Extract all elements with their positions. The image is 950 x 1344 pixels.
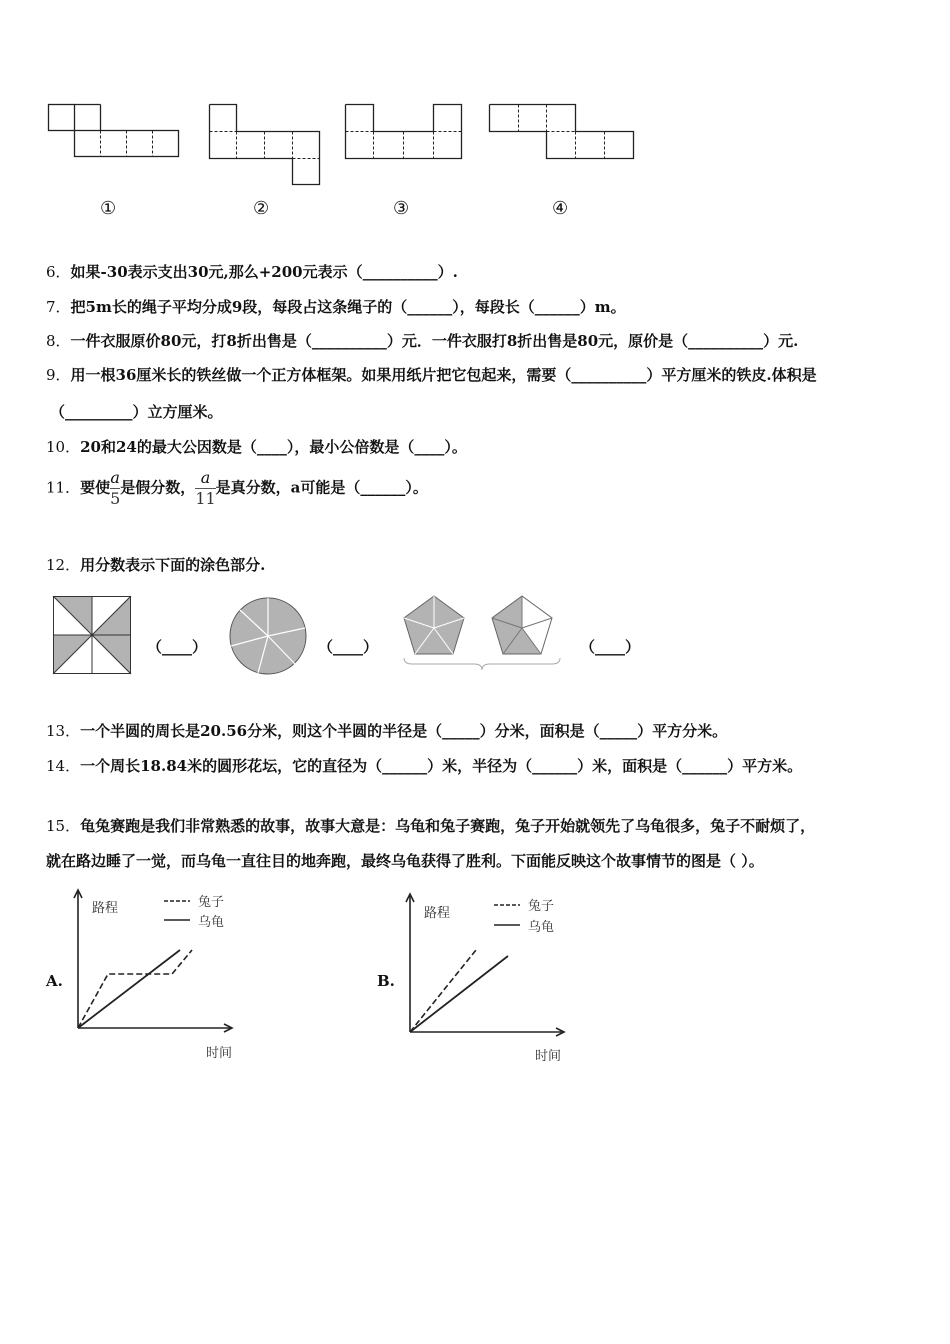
shaded-pentagon-figure-1 [402,594,466,656]
net-label-1: ① [100,198,117,219]
cube-net-2 [209,104,323,186]
question-11: 11．要使 $\frac{a}{5}$ 是假分数， $\frac{a}{11}$ 是真分数，a可能是（______）。 [46,468,428,508]
answer-blank-circle: （____） [318,638,379,656]
question-15: 15．龟兔赛跑是我们非常熟悉的故事，故事大意是：乌龟和兔子赛跑，兔子开始就领先了乌龟很多，兔子不耐烦了， [46,817,816,835]
shaded-square-figure [53,596,131,674]
rabbit-path-line [78,950,192,1028]
net-label-2: ② [253,198,270,219]
net-label-4: ④ [552,198,569,219]
graph-b-legend-rabbit: 兔子 [528,899,555,914]
cube-net-3 [345,104,463,160]
cube-net-1 [48,104,180,158]
question-9: 9．用一根36厘米长的铁丝做一个正方体框架。如果用纸片把它包起来，需要（__________）平方厘米的铁皮.体积是 [46,366,817,384]
grouping-brace [402,656,562,674]
shaded-pentagon-figure-2 [490,594,554,656]
question-10: 10．20和24的最大公因数是（____），最小公倍数是（____）。 [46,438,467,456]
question-14: 14．一个周长18.84米的圆形花坛，它的直径为（______）米，半径为（______）米，面积是（______）平方米。 [46,757,803,775]
question-15-continued: 就在路边睡了一觉，而乌龟一直往目的地奔跑，最终乌龟获得了胜利。下面能反映这个故事情节的图是（ ）。 [46,852,764,870]
shaded-circle-figure [228,596,308,676]
question-7: 7．把5m长的绳子平均分成9段，每段占这条绳子的（______），每段长（______）m。 [46,298,626,316]
turtle-path-line [78,950,180,1028]
graph-a-legend-rabbit: 兔子 [198,895,225,910]
fraction-a-over-11: $\frac{a}{11}$ [195,468,216,508]
option-b-label: B. [377,972,395,990]
fraction-a-over-5: $\frac{a}{5}$ [110,468,121,508]
question-8: 8．一件衣服原价80元，打8折出售是（__________）元．一件衣服打8折出售是80元，原价是（__________）元. [46,332,799,350]
question-9-continued: （_________）立方厘米。 [50,403,223,421]
question-13: 13．一个半圆的周长是20.56分米，则这个半圆的半径是（_____）分米，面积是（_____）平方分米。 [46,722,728,740]
option-a-label: A. [46,972,63,990]
cube-net-4 [489,104,635,160]
question-12: 12．用分数表示下面的涂色部分. [46,556,266,574]
graph-b-ylabel: 路程 [424,906,451,921]
rabbit-path-line [410,950,476,1032]
net-label-3: ③ [393,198,410,219]
graph-a-legend-turtle: 乌龟 [198,915,225,930]
graph-b-legend-turtle: 乌龟 [528,920,555,935]
graph-a-xlabel: 时间 [206,1046,233,1061]
answer-blank-pentagons: （____） [580,638,641,656]
turtle-path-line [410,956,508,1032]
graph-b-xlabel: 时间 [535,1049,562,1064]
question-6: 6．如果-30表示支出30元,那么+200元表示（__________）. [46,263,458,281]
answer-blank-square: （____） [147,638,208,656]
graph-a-ylabel: 路程 [92,901,119,916]
